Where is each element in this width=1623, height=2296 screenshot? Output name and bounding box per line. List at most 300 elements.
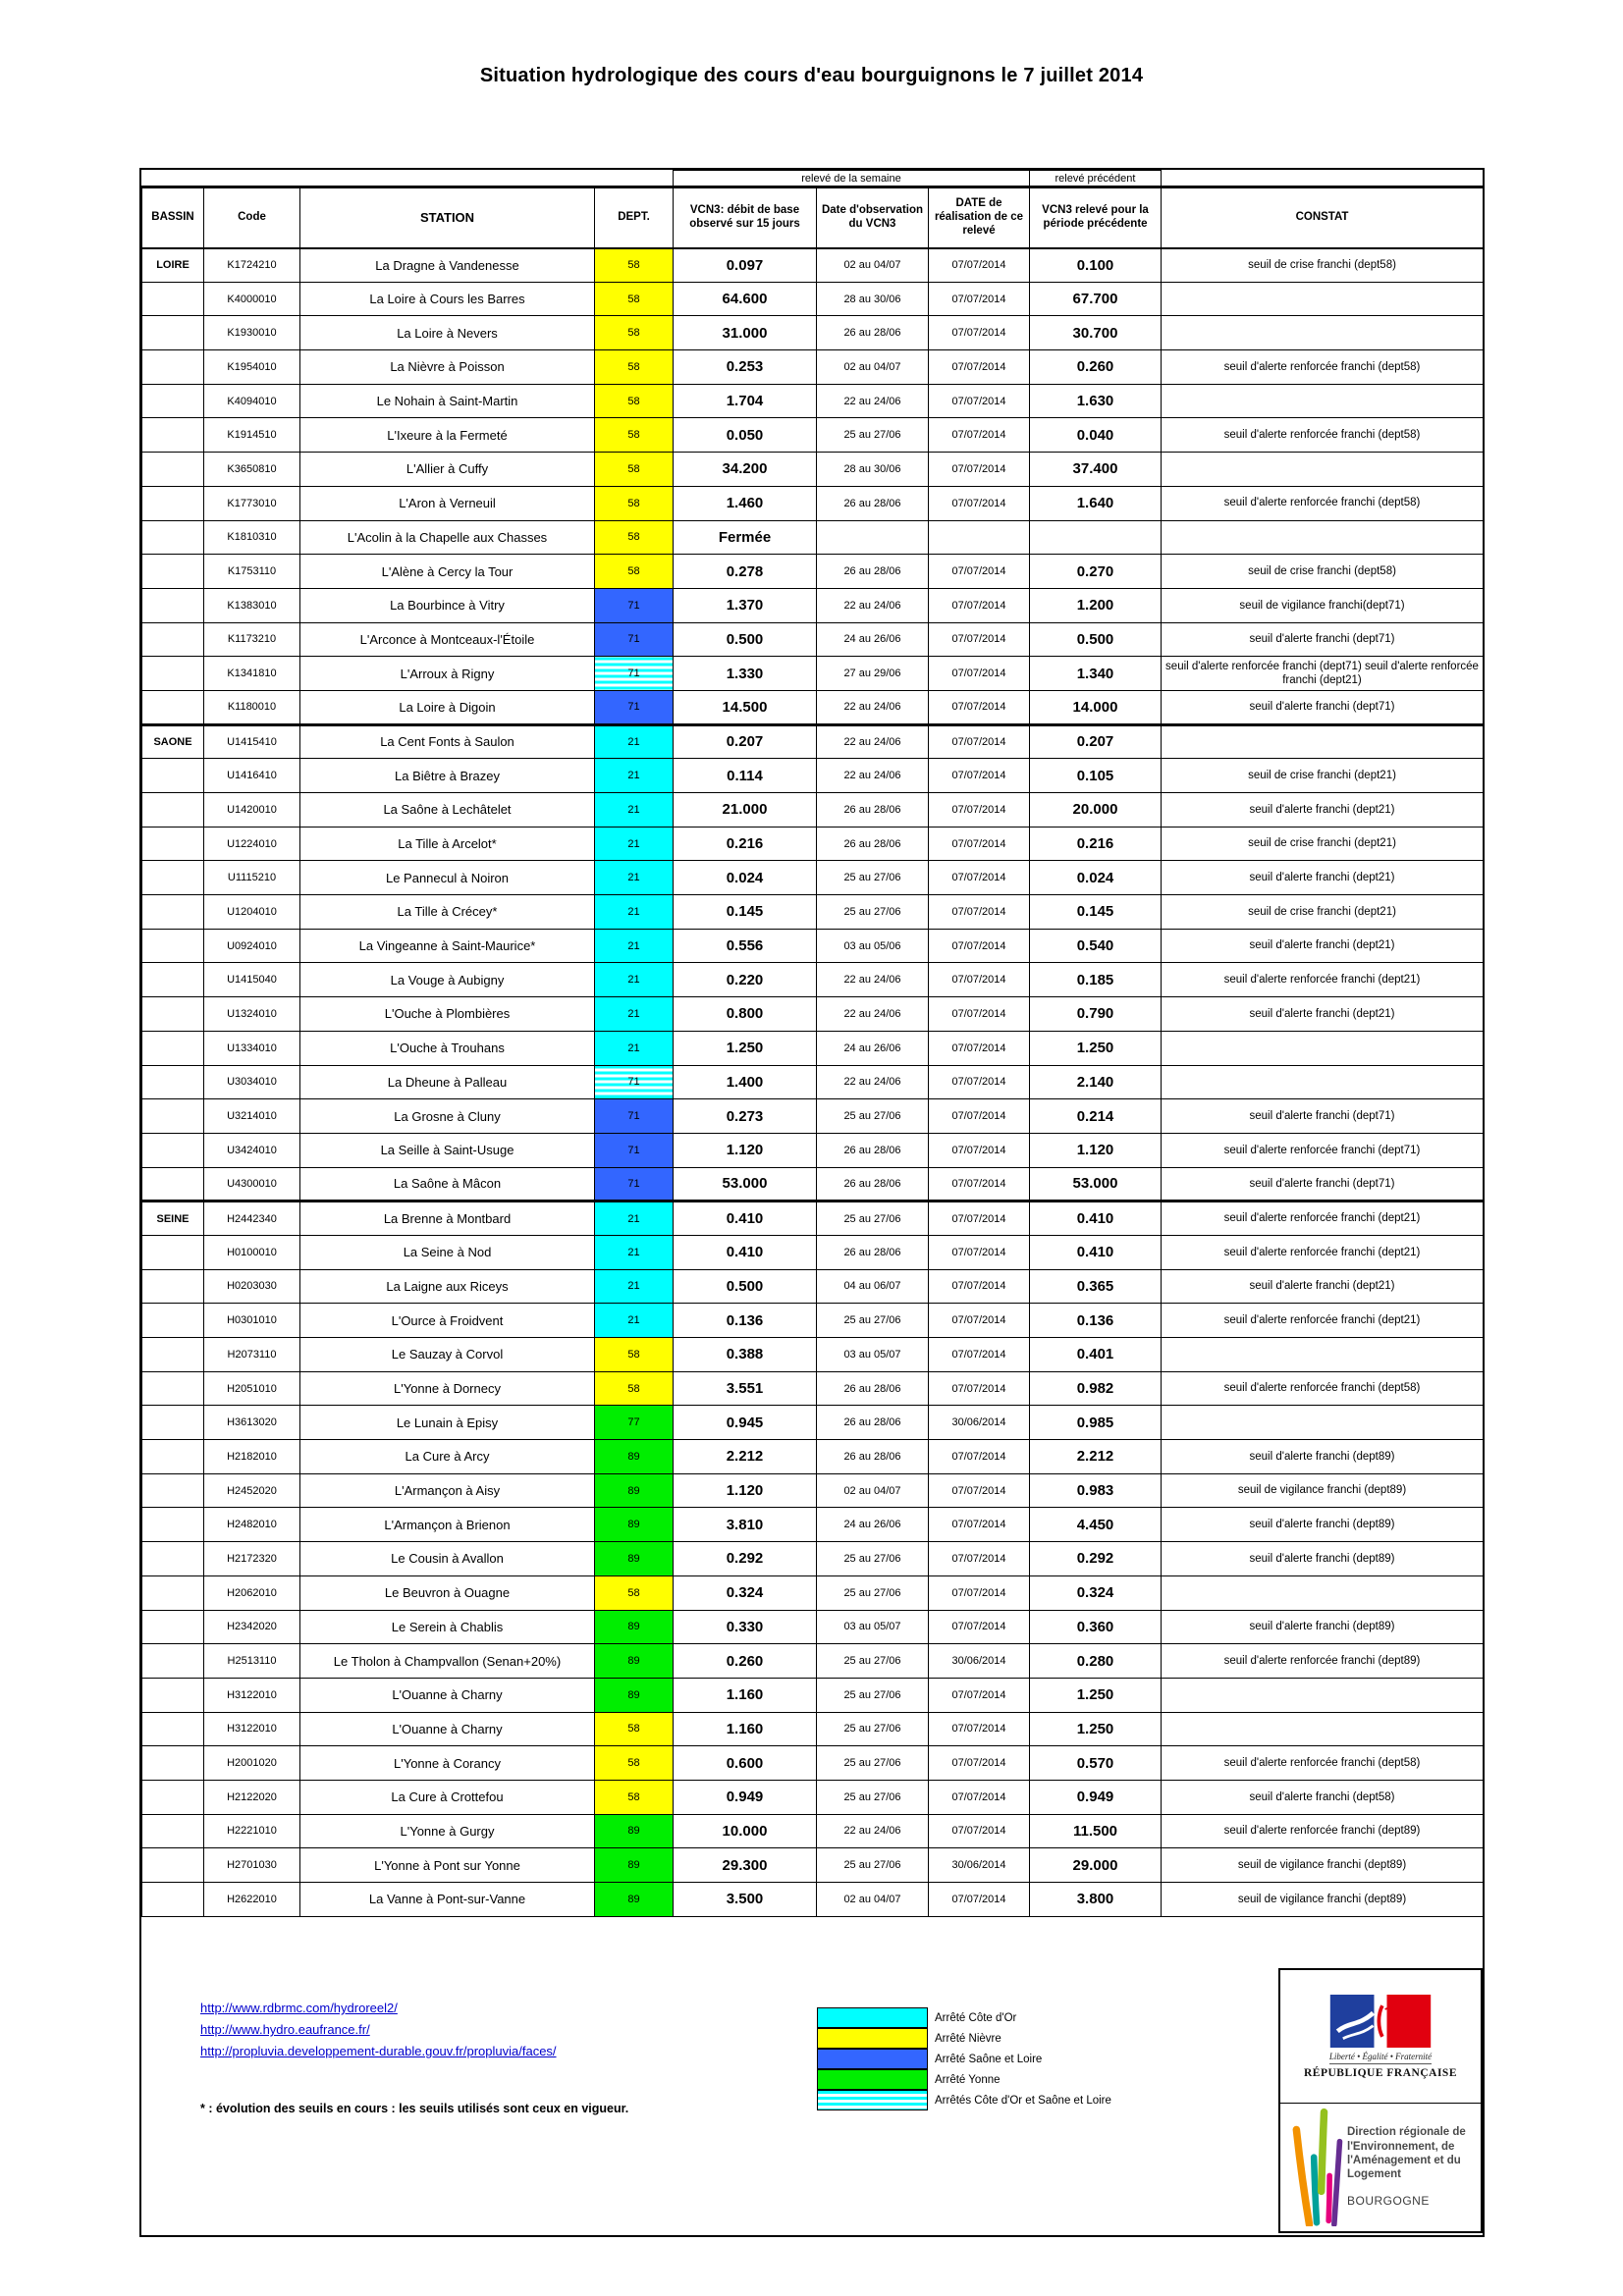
bassin-cell [142, 453, 204, 487]
vcn3-previous-cell: 0.540 [1030, 929, 1162, 963]
date-releve-cell: 07/07/2014 [929, 1473, 1030, 1508]
vcn3-value-cell: 0.949 [674, 1780, 817, 1814]
bassin-cell [142, 1678, 204, 1712]
date-observation-cell: 22 au 24/06 [817, 1814, 929, 1848]
date-observation-cell: 25 au 27/06 [817, 1099, 929, 1134]
page-title: Situation hydrologique des cours d'eau bourguignons le 7 juillet 2014 [479, 65, 1144, 86]
station-code-cell: H2482010 [204, 1508, 300, 1542]
station-code-cell: H3122010 [204, 1678, 300, 1712]
dept-cell: 77 [595, 1406, 674, 1440]
station-code-cell: K1383010 [204, 588, 300, 622]
bassin-cell [142, 1304, 204, 1338]
station-name-cell: Le Lunain à Episy [300, 1406, 595, 1440]
table-row [142, 793, 1484, 828]
date-observation-cell: 22 au 24/06 [817, 384, 929, 418]
station-code-cell: K1930010 [204, 316, 300, 350]
dept-cell: 58 [595, 1712, 674, 1746]
band-empty-right [1162, 171, 1484, 187]
station-code-cell: H2701030 [204, 1848, 300, 1883]
vcn3-value-cell: 3.551 [674, 1371, 817, 1406]
date-observation-cell: 22 au 24/06 [817, 690, 929, 724]
date-observation-cell: 24 au 26/06 [817, 1508, 929, 1542]
constat-cell: seuil de vigilance franchi (dept89) [1162, 1473, 1484, 1508]
date-releve-cell: 30/06/2014 [929, 1644, 1030, 1679]
vcn3-value-cell: 0.050 [674, 418, 817, 453]
date-observation-cell [817, 520, 929, 555]
bassin-cell [142, 486, 204, 520]
date-releve-cell [929, 520, 1030, 555]
constat-cell: seuil d'alerte franchi (dept89) [1162, 1440, 1484, 1474]
date-releve-cell: 07/07/2014 [929, 555, 1030, 589]
bassin-cell [142, 418, 204, 453]
footer-link[interactable]: http://www.rdbrmc.com/hydroreel2/ [200, 2001, 398, 2015]
date-observation-cell: 02 au 04/07 [817, 1883, 929, 1917]
dept-cell: 58 [595, 384, 674, 418]
dept-cell: 58 [595, 316, 674, 350]
station-code-cell: H3613020 [204, 1406, 300, 1440]
vcn3-value-cell: 0.410 [674, 1201, 817, 1236]
vcn3-value-cell: 53.000 [674, 1167, 817, 1201]
table-row [142, 690, 1484, 724]
vcn3-previous-cell: 1.630 [1030, 384, 1162, 418]
vcn3-value-cell: 0.388 [674, 1338, 817, 1372]
constat-cell: seuil de crise franchi (dept21) [1162, 895, 1484, 930]
bassin-cell [142, 1644, 204, 1679]
date-observation-cell: 24 au 26/06 [817, 1031, 929, 1065]
constat-cell: seuil d'alerte franchi (dept71) [1162, 1167, 1484, 1201]
vcn3-previous-cell: 37.400 [1030, 453, 1162, 487]
constat-cell [1162, 316, 1484, 350]
vcn3-previous-cell: 0.570 [1030, 1746, 1162, 1781]
vcn3-previous-cell: 0.260 [1030, 350, 1162, 385]
dept-cell: 89 [595, 1508, 674, 1542]
dept-cell: 58 [595, 555, 674, 589]
table-row [142, 1575, 1484, 1610]
constat-cell [1162, 453, 1484, 487]
legend [817, 2007, 1111, 2110]
header-constat: CONSTAT [1162, 187, 1484, 248]
date-releve-cell: 30/06/2014 [929, 1406, 1030, 1440]
dept-cell: 89 [595, 1644, 674, 1679]
vcn3-previous-cell: 3.800 [1030, 1883, 1162, 1917]
station-code-cell: U1224010 [204, 827, 300, 861]
header-date-rel: DATE de réalisation de ce relevé [929, 187, 1030, 248]
vcn3-previous-cell: 14.000 [1030, 690, 1162, 724]
vcn3-previous-cell: 0.410 [1030, 1201, 1162, 1236]
dept-cell: 21 [595, 929, 674, 963]
dreal-logo [1280, 2104, 1481, 2229]
vcn3-previous-cell: 0.790 [1030, 997, 1162, 1032]
legend-label: Arrêté Côte d'Or [935, 2011, 1017, 2024]
vcn3-previous-cell: 0.145 [1030, 895, 1162, 930]
dept-cell: 21 [595, 759, 674, 793]
date-observation-cell: 25 au 27/06 [817, 1575, 929, 1610]
date-observation-cell: 26 au 28/06 [817, 486, 929, 520]
vcn3-previous-cell: 0.270 [1030, 555, 1162, 589]
footer-link[interactable]: http://www.hydro.eaufrance.fr/ [200, 2022, 370, 2037]
band-empty-left [142, 171, 674, 187]
date-observation-cell: 03 au 05/07 [817, 1610, 929, 1644]
vcn3-value-cell: 21.000 [674, 793, 817, 828]
station-name-cell: La Loire à Digoin [300, 690, 595, 724]
table-row [142, 861, 1484, 895]
vcn3-previous-cell: 0.360 [1030, 1610, 1162, 1644]
legend-item [817, 2090, 1111, 2110]
table-row [142, 1338, 1484, 1372]
vcn3-value-cell: 0.024 [674, 861, 817, 895]
date-observation-cell: 26 au 28/06 [817, 1440, 929, 1474]
header-dept: DEPT. [595, 187, 674, 248]
table-row [142, 1473, 1484, 1508]
vcn3-previous-cell: 0.214 [1030, 1099, 1162, 1134]
date-releve-cell: 07/07/2014 [929, 248, 1030, 283]
date-releve-cell: 07/07/2014 [929, 1508, 1030, 1542]
date-observation-cell: 02 au 04/07 [817, 350, 929, 385]
date-observation-cell: 26 au 28/06 [817, 1406, 929, 1440]
date-releve-cell: 07/07/2014 [929, 1167, 1030, 1201]
station-name-cell: La Cure à Arcy [300, 1440, 595, 1474]
constat-cell: seuil d'alerte franchi (dept58) [1162, 1780, 1484, 1814]
dept-cell: 71 [595, 1167, 674, 1201]
station-name-cell: La Vouge à Aubigny [300, 963, 595, 997]
date-releve-cell: 07/07/2014 [929, 588, 1030, 622]
table-row [142, 724, 1484, 759]
legend-swatch-green [817, 2069, 928, 2090]
bassin-cell [142, 997, 204, 1032]
table-row [142, 1508, 1484, 1542]
dept-cell: 21 [595, 827, 674, 861]
table-row [142, 1440, 1484, 1474]
table-row [142, 1099, 1484, 1134]
constat-cell: seuil d'alerte renforcée franchi (dept21) [1162, 1235, 1484, 1269]
station-code-cell: K1180010 [204, 690, 300, 724]
date-releve-cell: 07/07/2014 [929, 1371, 1030, 1406]
station-code-cell: U0924010 [204, 929, 300, 963]
constat-cell: seuil d'alerte renforcée franchi (dept21) [1162, 1304, 1484, 1338]
constat-cell: seuil d'alerte franchi (dept21) [1162, 997, 1484, 1032]
vcn3-value-cell: 3.810 [674, 1508, 817, 1542]
date-releve-cell: 07/07/2014 [929, 1814, 1030, 1848]
date-releve-cell: 07/07/2014 [929, 1201, 1030, 1236]
table-row [142, 1746, 1484, 1781]
dept-cell: 89 [595, 1678, 674, 1712]
bassin-cell [142, 1848, 204, 1883]
station-code-cell: H2051010 [204, 1371, 300, 1406]
date-releve-cell: 07/07/2014 [929, 1304, 1030, 1338]
vcn3-value-cell: 0.292 [674, 1542, 817, 1576]
dreal-region: BOURGOGNE [1347, 2193, 1430, 2208]
station-code-cell: U1324010 [204, 997, 300, 1032]
station-code-cell: H2122020 [204, 1780, 300, 1814]
dept-cell: 89 [595, 1814, 674, 1848]
table-row [142, 1269, 1484, 1304]
bassin-cell [142, 861, 204, 895]
vcn3-previous-cell: 53.000 [1030, 1167, 1162, 1201]
station-name-cell: La Cent Fonts à Saulon [300, 724, 595, 759]
date-releve-cell: 07/07/2014 [929, 690, 1030, 724]
station-code-cell: U1415410 [204, 724, 300, 759]
date-observation-cell: 26 au 28/06 [817, 1371, 929, 1406]
bassin-cell [142, 759, 204, 793]
vcn3-value-cell: 31.000 [674, 316, 817, 350]
vcn3-previous-cell: 0.024 [1030, 861, 1162, 895]
date-observation-cell: 22 au 24/06 [817, 759, 929, 793]
constat-cell: seuil de crise franchi (dept58) [1162, 555, 1484, 589]
vcn3-value-cell: 0.253 [674, 350, 817, 385]
date-releve-cell: 07/07/2014 [929, 759, 1030, 793]
constat-cell: seuil d'alerte franchi (dept21) [1162, 1269, 1484, 1304]
station-name-cell: L'Ouche à Trouhans [300, 1031, 595, 1065]
date-observation-cell: 25 au 27/06 [817, 1746, 929, 1781]
station-name-cell: La Laigne aux Riceys [300, 1269, 595, 1304]
station-name-cell: L'Ouanne à Charny [300, 1678, 595, 1712]
station-name-cell: L'Ouanne à Charny [300, 1712, 595, 1746]
constat-cell [1162, 1031, 1484, 1065]
station-name-cell: L'Ixeure à la Fermeté [300, 418, 595, 453]
constat-cell: seuil d'alerte franchi (dept21) [1162, 929, 1484, 963]
vcn3-previous-cell: 0.410 [1030, 1235, 1162, 1269]
header-station: STATION [300, 187, 595, 248]
station-code-cell: K1173210 [204, 622, 300, 657]
date-releve-cell: 07/07/2014 [929, 1712, 1030, 1746]
station-code-cell: H2073110 [204, 1338, 300, 1372]
legend-swatch-striped [817, 2090, 928, 2110]
station-name-cell: L'Armançon à Brienon [300, 1508, 595, 1542]
dept-cell: 58 [595, 486, 674, 520]
vcn3-value-cell: 1.704 [674, 384, 817, 418]
bassin-cell [142, 316, 204, 350]
table-row [142, 1133, 1484, 1167]
table-row [142, 282, 1484, 316]
station-name-cell: L'Alène à Cercy la Tour [300, 555, 595, 589]
constat-cell: seuil d'alerte renforcée franchi (dept89) [1162, 1814, 1484, 1848]
station-code-cell: K3650810 [204, 453, 300, 487]
date-observation-cell: 26 au 28/06 [817, 1235, 929, 1269]
date-releve-cell: 07/07/2014 [929, 1269, 1030, 1304]
dept-cell: 21 [595, 1201, 674, 1236]
vcn3-value-cell: 1.160 [674, 1678, 817, 1712]
header-vcn3: VCN3: débit de base observé sur 15 jours [674, 187, 817, 248]
vcn3-value-cell: 0.600 [674, 1746, 817, 1781]
date-observation-cell: 22 au 24/06 [817, 963, 929, 997]
date-releve-cell: 07/07/2014 [929, 384, 1030, 418]
bassin-cell [142, 1371, 204, 1406]
constat-cell: seuil d'alerte franchi (dept21) [1162, 793, 1484, 828]
footnote: * : évolution des seuils en cours : les seuils utilisés sont ceux en vigueur. [200, 2102, 629, 2115]
date-observation-cell: 04 au 06/07 [817, 1269, 929, 1304]
station-name-cell: La Vanne à Pont-sur-Vanne [300, 1883, 595, 1917]
bassin-cell [142, 1406, 204, 1440]
vcn3-value-cell: 0.220 [674, 963, 817, 997]
date-releve-cell: 07/07/2014 [929, 1031, 1030, 1065]
dept-cell: 58 [595, 282, 674, 316]
vcn3-value-cell: 0.273 [674, 1099, 817, 1134]
table-row [142, 1610, 1484, 1644]
vcn3-previous-cell: 0.324 [1030, 1575, 1162, 1610]
legend-swatch-blue [817, 2049, 928, 2069]
vcn3-previous-cell: 0.100 [1030, 248, 1162, 283]
station-code-cell: H2342020 [204, 1610, 300, 1644]
table-row [142, 1065, 1484, 1099]
constat-cell: seuil de crise franchi (dept21) [1162, 759, 1484, 793]
dept-cell: 89 [595, 1542, 674, 1576]
date-releve-cell: 07/07/2014 [929, 1065, 1030, 1099]
vcn3-value-cell: 0.500 [674, 1269, 817, 1304]
station-name-cell: La Nièvre à Poisson [300, 350, 595, 385]
date-observation-cell: 25 au 27/06 [817, 1678, 929, 1712]
station-name-cell: La Brenne à Montbard [300, 1201, 595, 1236]
vcn3-previous-cell: 0.985 [1030, 1406, 1162, 1440]
vcn3-previous-cell: 1.640 [1030, 486, 1162, 520]
legend-swatch-yellow [817, 2028, 928, 2049]
legend-item [817, 2069, 1111, 2090]
bassin-cell [142, 929, 204, 963]
vcn3-previous-cell: 1.340 [1030, 657, 1162, 691]
dept-cell: 89 [595, 1473, 674, 1508]
constat-cell: seuil de crise franchi (dept21) [1162, 827, 1484, 861]
station-code-cell: H3122010 [204, 1712, 300, 1746]
vcn3-previous-cell: 1.250 [1030, 1678, 1162, 1712]
station-name-cell: La Biêtre à Brazey [300, 759, 595, 793]
constat-cell [1162, 520, 1484, 555]
vcn3-value-cell: 1.370 [674, 588, 817, 622]
constat-cell: seuil d'alerte renforcée franchi (dept58) [1162, 1371, 1484, 1406]
dept-cell: 58 [595, 1746, 674, 1781]
station-code-cell: H0100010 [204, 1235, 300, 1269]
station-name-cell: La Loire à Cours les Barres [300, 282, 595, 316]
bassin-cell [142, 520, 204, 555]
rf-motto: Liberté • Égalité • Fraternité [1329, 2048, 1432, 2064]
station-code-cell: K1753110 [204, 555, 300, 589]
vcn3-previous-cell: 0.216 [1030, 827, 1162, 861]
links-block [200, 1998, 557, 2062]
station-name-cell: Le Tholon à Champvallon (Senan+20%) [300, 1644, 595, 1679]
constat-cell [1162, 1065, 1484, 1099]
bassin-cell [142, 690, 204, 724]
vcn3-value-cell: 0.800 [674, 997, 817, 1032]
station-code-cell: H2221010 [204, 1814, 300, 1848]
vcn3-value-cell: 0.324 [674, 1575, 817, 1610]
station-code-cell: H2622010 [204, 1883, 300, 1917]
dept-cell: 58 [595, 1338, 674, 1372]
vcn3-value-cell: 1.400 [674, 1065, 817, 1099]
date-observation-cell: 25 au 27/06 [817, 1201, 929, 1236]
date-releve-cell: 07/07/2014 [929, 929, 1030, 963]
table-row [142, 657, 1484, 691]
bassin-cell [142, 1235, 204, 1269]
constat-cell: seuil d'alerte renforcée franchi (dept21) [1162, 963, 1484, 997]
station-name-cell: L'Arroux à Rigny [300, 657, 595, 691]
footer-link[interactable]: http://propluvia.developpement-durable.gouv.fr/propluvia/faces/ [200, 2044, 557, 2058]
vcn3-previous-cell: 2.212 [1030, 1440, 1162, 1474]
date-releve-cell: 07/07/2014 [929, 418, 1030, 453]
date-releve-cell: 07/07/2014 [929, 1440, 1030, 1474]
date-releve-cell: 07/07/2014 [929, 622, 1030, 657]
station-code-cell: H2062010 [204, 1575, 300, 1610]
vcn3-previous-cell [1030, 520, 1162, 555]
date-releve-cell: 07/07/2014 [929, 1610, 1030, 1644]
bassin-cell [142, 895, 204, 930]
constat-cell: seuil d'alerte renforcée franchi (dept58) [1162, 418, 1484, 453]
vcn3-value-cell: 0.945 [674, 1406, 817, 1440]
station-name-cell: Le Sauzay à Corvol [300, 1338, 595, 1372]
station-code-cell: K1914510 [204, 418, 300, 453]
date-releve-cell: 07/07/2014 [929, 895, 1030, 930]
dept-cell: 21 [595, 963, 674, 997]
rf-name: RÉPUBLIQUE FRANÇAISE [1303, 2066, 1457, 2079]
constat-cell [1162, 1678, 1484, 1712]
table-row [142, 1167, 1484, 1201]
bassin-cell [142, 657, 204, 691]
vcn3-previous-cell: 0.185 [1030, 963, 1162, 997]
date-releve-cell: 07/07/2014 [929, 453, 1030, 487]
table-row [142, 622, 1484, 657]
vcn3-value-cell: 0.410 [674, 1235, 817, 1269]
constat-cell: seuil d'alerte renforcée franchi (dept58) [1162, 1746, 1484, 1781]
date-observation-cell: 22 au 24/06 [817, 997, 929, 1032]
table-row [142, 1644, 1484, 1679]
bassin-cell [142, 555, 204, 589]
constat-cell: seuil d'alerte franchi (dept71) [1162, 622, 1484, 657]
table-row [142, 384, 1484, 418]
bassin-cell [142, 1746, 204, 1781]
station-code-cell: H2442340 [204, 1201, 300, 1236]
station-code-cell: K1341810 [204, 657, 300, 691]
vcn3-value-cell: 0.330 [674, 1610, 817, 1644]
constat-cell [1162, 1338, 1484, 1372]
date-releve-cell: 07/07/2014 [929, 486, 1030, 520]
date-observation-cell: 25 au 27/06 [817, 1712, 929, 1746]
station-code-cell: K1810310 [204, 520, 300, 555]
station-code-cell: U1416410 [204, 759, 300, 793]
bassin-cell [142, 1269, 204, 1304]
constat-cell: seuil d'alerte renforcée franchi (dept89) [1162, 1644, 1484, 1679]
constat-cell: seuil d'alerte renforcée franchi (dept58) [1162, 486, 1484, 520]
date-releve-cell: 07/07/2014 [929, 350, 1030, 385]
dept-cell: 71 [595, 1133, 674, 1167]
dept-cell: 58 [595, 453, 674, 487]
station-code-cell: H2001020 [204, 1746, 300, 1781]
date-releve-cell: 07/07/2014 [929, 1575, 1030, 1610]
table-row [142, 418, 1484, 453]
table-row [142, 1235, 1484, 1269]
date-observation-cell: 26 au 28/06 [817, 316, 929, 350]
bassin-cell [142, 1883, 204, 1917]
bassin-cell [142, 1780, 204, 1814]
vcn3-value-cell: 0.097 [674, 248, 817, 283]
vcn3-value-cell: 1.120 [674, 1133, 817, 1167]
bassin-cell [142, 384, 204, 418]
vcn3-value-cell: 34.200 [674, 453, 817, 487]
date-releve-cell: 07/07/2014 [929, 861, 1030, 895]
table-row [142, 248, 1484, 283]
bassin-cell [142, 963, 204, 997]
bassin-cell [142, 282, 204, 316]
vcn3-value-cell: 64.600 [674, 282, 817, 316]
vcn3-previous-cell: 0.105 [1030, 759, 1162, 793]
dept-cell: 58 [595, 1575, 674, 1610]
station-code-cell: H2172320 [204, 1542, 300, 1576]
station-name-cell: Le Pannecul à Noiron [300, 861, 595, 895]
station-name-cell: La Seille à Saint-Usuge [300, 1133, 595, 1167]
document-frame [139, 168, 1485, 2237]
bassin-cell [142, 793, 204, 828]
station-name-cell: La Bourbince à Vitry [300, 588, 595, 622]
bassin-cell: SEINE [142, 1201, 204, 1236]
table-row [142, 1031, 1484, 1065]
legend-label: Arrêté Saône et Loire [935, 2053, 1043, 2065]
date-observation-cell: 25 au 27/06 [817, 1848, 929, 1883]
